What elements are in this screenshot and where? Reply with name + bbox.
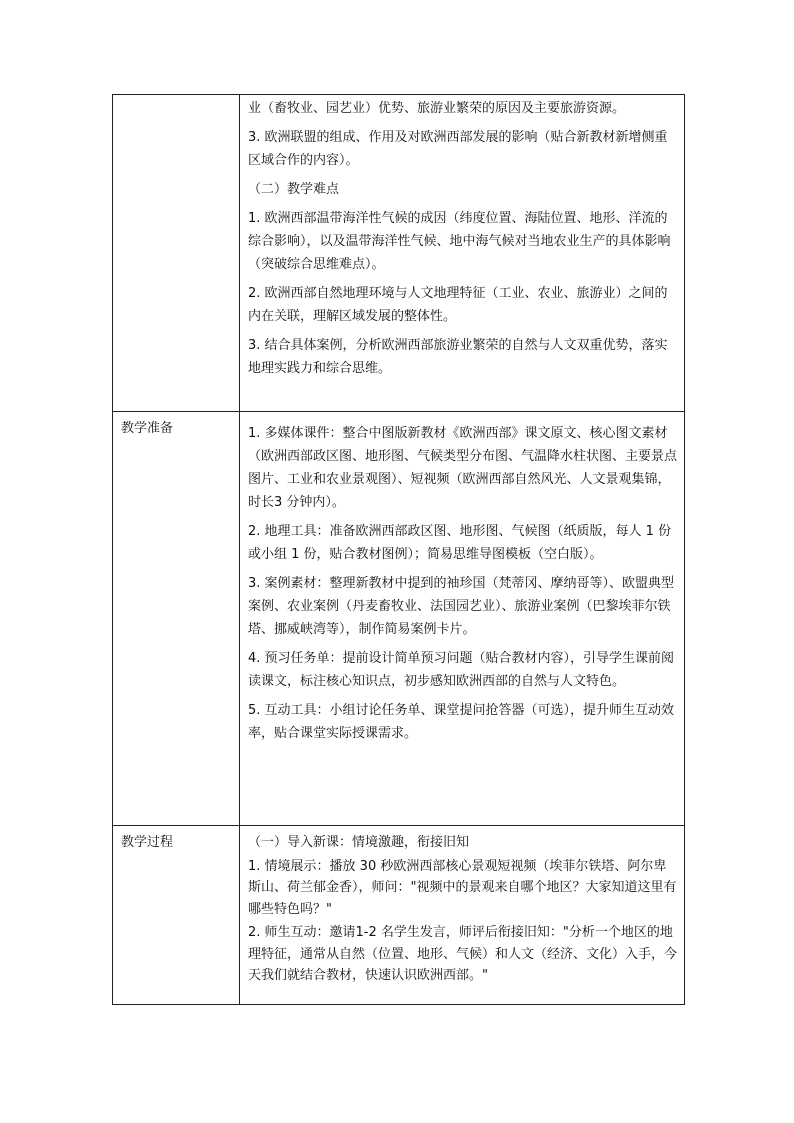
paragraph: 3. 结合具体案例，分析欧洲西部旅游业繁荣的自然与人文双重优势，落实地理实践力和综合思维。 [248, 338, 668, 376]
row-label: 教学过程 [121, 835, 174, 850]
paragraph: 业（畜牧业、园艺业）优势、旅游业繁荣的原因及主要旅游资源。 [248, 101, 626, 116]
table-row-process [113, 826, 685, 1005]
paragraph: 2. 欧洲西部自然地理环境与人文地理特征（工业、农业、旅游业）之间的内在关联，理解区域发展的整体性。 [248, 286, 668, 324]
row-content-cell [240, 95, 685, 412]
paragraph: 3. 案例素材：整理新教材中提到的袖珍国（梵蒂冈、摩纳哥等）、欧盟典型案例、农业案例（丹麦畜牧业、法国园艺业）、旅游业案例（巴黎埃菲尔铁塔、挪威峡湾等），制作简易案例卡片。 [248, 576, 675, 637]
paragraph: 1. 欧洲西部温带海洋性气候的成因（纬度位置、海陆位置、地形、洋流的综合影响），以及温带海洋性气候、地中海气候对当地农业生产的具体影响（突破综合思维难点）。 [248, 211, 671, 272]
row-label [113, 95, 239, 101]
paragraph: 5. 互动工具：小组讨论任务单、课堂提问抢答器（可选），提升师生互动效率，贴合课堂实际授课需求。 [248, 703, 675, 741]
paragraph: 3. 欧洲联盟的组成、作用及对欧洲西部发展的影响（贴合新教材新增侧重区域合作的内容）。 [248, 130, 668, 168]
section-heading: （二）教学难点 [248, 182, 340, 197]
paragraph: 1. 情境展示：播放 30 秒欧洲西部核心景观短视频（埃菲尔铁塔、阿尔卑斯山、荷兰郁金香），师问："视频中的景观来自哪个地区？大家知道这里有哪些特色吗？" [248, 858, 677, 917]
table-row-key-points [113, 95, 685, 412]
row-content-cell [240, 826, 685, 1005]
paragraph: 2. 地理工具：准备欧洲西部政区图、地形图、气候图（纸质版，每人 1 份或小组 1 份，贴合教材图例）；简易思维导图模板（空白版）。 [248, 524, 672, 562]
row-label-cell [113, 826, 240, 1005]
section-heading: （一）导入新课：情境激趣，衔接旧知 [248, 835, 470, 850]
row-label-cell [113, 412, 240, 826]
row-content-cell [240, 412, 685, 826]
paragraph: 2. 师生互动：邀请1-2 名学生发言，师评后衔接旧知："分析一个地区的地理特征，通常从自然（位置、地形、气候）和人文（经济、文化）入手，今天我们就结合教材，快速认识欧洲西部。" [248, 925, 678, 983]
table-row-preparation [113, 412, 685, 826]
paragraph: 1. 多媒体课件：整合中图版新教材《欧洲西部》课文原文、核心图文素材（欧洲西部政区图、地形图、气候类型分布图、气温降水柱状图、主要景点图片、工业和农业景观图）、短视频（欧洲西部自然风光、人文景观集锦，时长3 分钟内）。 [248, 426, 678, 510]
paragraph: 4. 预习任务单：提前设计简单预习问题（贴合教材内容），引导学生课前阅读课文，标注核心知识点，初步感知欧洲西部的自然与人文特色。 [248, 651, 675, 689]
row-label-cell [113, 95, 240, 412]
lesson-plan-table [112, 94, 685, 1005]
row-label: 教学准备 [121, 421, 174, 436]
